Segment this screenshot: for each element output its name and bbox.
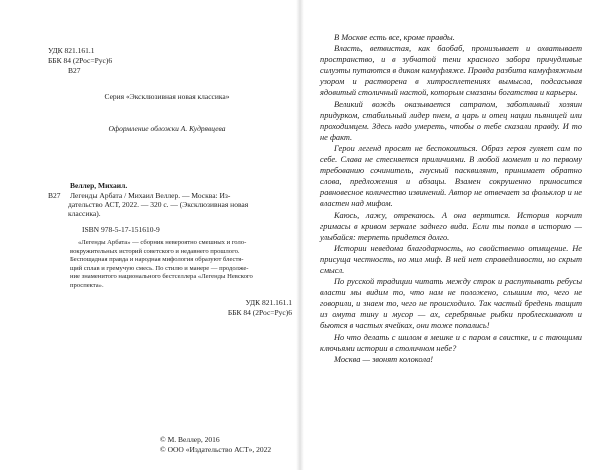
udk-code: УДК 821.161.1 (48, 46, 95, 55)
annotation-line: ние знаменитого национального бестселлера «Легенды Невского (70, 273, 253, 281)
preface-paragraph: Но что делать с шилом в мешке и с паром в свистке, и с тающими ключьями истории в столичном небе? (320, 332, 582, 353)
copyright-author: © М. Веллер, 2016 (160, 435, 220, 444)
bbk-code: ББК 84 (2Рос=Рус)6 (48, 56, 113, 65)
preface-paragraph: Каюсь, лажу, отрекаюсь. А она вертится. История корчит гримасы в кривом зеркале заднего вида. Если ты попал в историю — улыбайся: терпеть придется долго. (320, 210, 582, 242)
isbn: ISBN 978-5-17-151610-9 (82, 225, 160, 234)
preface-paragraph: По русской традиции читать между строк и распутывать ребусы власти мы видим то, что нам не положено, слышим то, чего не говорили, и знаем то, чего не происходило. Так частый бредень тащит из омута тину и мусор — ах, серебряные рыбки проблескивают и бьются в частых ячейках, они тоже попались! (320, 277, 582, 331)
preface-paragraph: Великий вождь оказывается сатрапом, заботливый хозяин придурком, стабильный лидер пнем, а царь и отец нации пьяницей или проходимцем. Здесь надо умереть, чтобы о тебе сказали правду. И то не факт. (320, 99, 582, 142)
annotation-line: «Легенды Арбата» — сборник невероятно смешных и голо- (78, 239, 247, 246)
annotation-line: вокружительных историй советского и недавнего прошлого. (70, 247, 240, 255)
bib-line: дательство АСТ, 2022. — 320 с. — (Эксклюзивная новая (68, 200, 249, 209)
preface-paragraph: В Москве есть все, кроме правды. (334, 33, 455, 42)
annotation (70, 239, 296, 291)
udk-code-bottom: УДК 821.161.1 (245, 298, 292, 307)
preface-paragraph: Власть, ветвистая, как баобаб, пронизывает и охватывает пространство, и в зубчатой тени красного забора причудливые силуэты путаются в диком камуфляже. Правда разбита камуфляжным узором и растворена в хитросплетениях вымысла, подсасывая ядовитый столичный настой, которым смазаны богатства и карьеры. (320, 44, 582, 98)
preface-paragraph: Герои легенд просят не беспокоиться. Образ героя гуляет сам по себе. Слава не стесняется приличиями. В любой момент и по первому требованию сочинитель, гнусный пасквилянт, принимает обратно слова, предложения и абзацы. Взамен сокрушенно приносится равновесное количество извинений. Автор не отвечает за фольклор и не властен над мифом. (320, 143, 582, 209)
book-gutter (296, 0, 304, 470)
bibliographic-entry (70, 191, 292, 218)
cover-credit: Оформление обложки А. Кудрявцева (108, 124, 226, 133)
right-page-preface (320, 32, 582, 365)
bib-line: классика). (68, 209, 101, 218)
series-title: Серия «Эксклюзивная новая классика» (104, 92, 230, 101)
annotation-line: проспекта». (70, 281, 104, 289)
bib-line: Легенды Арбата / Михаил Веллер. — Москва: Из- (70, 191, 231, 200)
bib-code: В27 (48, 191, 61, 200)
annotation-line: щий сплав и гремучую смесь. По стилю и манере — продолже- (70, 264, 249, 272)
preface-paragraph: Истории неведома благодарность, но свойственно отмщение. Не присуща честность, но мил миф. В ней нет справедливости, но скрыт смысл. (320, 243, 582, 275)
copyright-publisher: © ООО «Издательство АСТ», 2022 (160, 445, 272, 454)
preface-paragraph: Москва — звонят колокола! (334, 354, 434, 364)
author-code: В27 (68, 66, 81, 75)
author-heading: Веллер, Михаил. (70, 181, 128, 190)
bbk-code-bottom: ББК 84 (2Рос=Рус)6 (227, 308, 292, 317)
annotation-line: Беспощадная правда и народная мифология образуют блестя- (70, 256, 244, 264)
